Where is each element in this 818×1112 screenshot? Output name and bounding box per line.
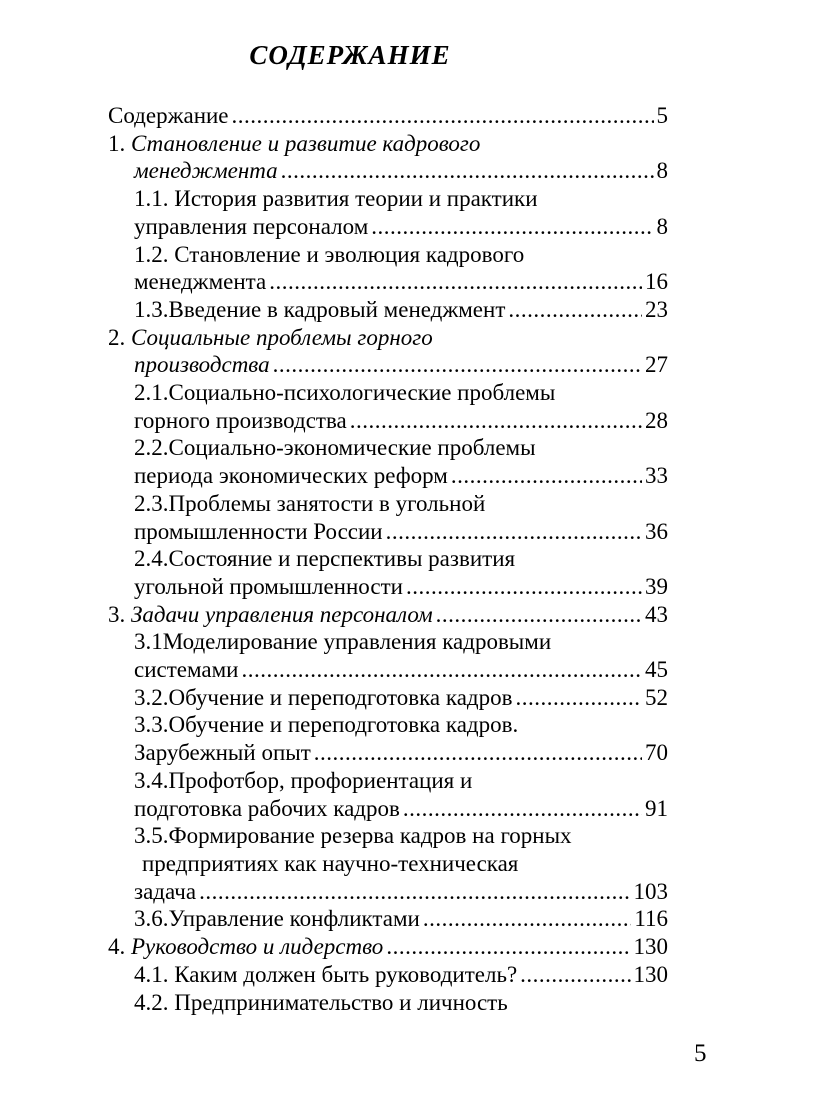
toc-entry-3 [108, 601, 668, 629]
dot-leader [386, 933, 630, 961]
toc-entry-title-cont: управления персоналом [134, 213, 369, 239]
toc-entry-title-cont: Зарубежный опыт [134, 740, 311, 766]
toc-entry-contents [108, 102, 668, 130]
toc-page-number: 16 [645, 269, 668, 295]
toc-entry-2 [108, 324, 668, 379]
dot-leader [406, 573, 642, 601]
toc-entry-title: 3.1Моделирование управления кадровыми [134, 629, 552, 655]
toc-entry-3-6 [108, 905, 668, 933]
dot-leader [423, 905, 632, 933]
toc-entry-1-3 [108, 296, 668, 324]
toc-page-number: 45 [645, 657, 668, 683]
toc-page-number: 116 [634, 906, 668, 932]
toc-page-number: 33 [645, 463, 668, 489]
toc-entry-title-cont: угольной промышленности [134, 573, 403, 599]
toc-page-number: 28 [645, 407, 668, 433]
toc-entry-title: 3.6.Управление конфликтами [134, 906, 420, 932]
toc-page-number: 130 [633, 961, 668, 987]
toc-entry-title-cont: предприятиях как научно-техническая [142, 850, 519, 876]
toc-entry-title: 3.4.Профотбор, профориентация и [134, 767, 473, 793]
toc-entry-3-4 [108, 767, 668, 822]
toc-entry-title: 3.2.Обучение и переподготовка кадров [134, 684, 513, 710]
toc-page-number: 103 [633, 878, 668, 904]
dot-leader [281, 157, 654, 185]
toc-chapter-number: 2. [108, 324, 126, 350]
toc-chapter-number: 3. [108, 601, 126, 627]
toc-entry-title-cont: горного производства [134, 407, 347, 433]
dot-leader [515, 684, 642, 712]
toc-chapter-number: 4. [108, 934, 126, 960]
toc-entry-title: 3.5.Формирование резерва кадров на горных [134, 823, 572, 849]
toc-entry-title-cont: промышленности России [134, 518, 383, 544]
toc-entry-title-cont: задача [134, 878, 197, 904]
toc-entry-title: 3.3.Обучение и переподготовка кадров. [134, 712, 519, 738]
table-of-contents [108, 102, 668, 1016]
toc-page-number: 8 [656, 213, 668, 239]
dot-leader [436, 601, 642, 629]
toc-entry-title-cont: подготовка рабочих кадров [134, 795, 400, 821]
toc-entry-3-2 [108, 684, 668, 712]
toc-page-number: 43 [645, 601, 668, 627]
dot-leader [232, 102, 654, 130]
dot-leader [508, 296, 642, 324]
dot-leader [314, 739, 642, 767]
toc-page-number: 8 [656, 158, 668, 184]
toc-entry-title: 2.1.Социально-психологические проблемы [134, 380, 556, 406]
toc-page-number: 52 [645, 684, 668, 710]
toc-entry-title: 2.4.Состояние и перспективы развития [134, 546, 516, 572]
toc-entry-title-cont: менеджмента [134, 269, 267, 295]
toc-entry-title-cont: периода экономических реформ [134, 463, 448, 489]
toc-entry-1-1 [108, 185, 668, 240]
toc-page-number: 91 [645, 795, 668, 821]
toc-chapter-number: 1. [108, 130, 126, 156]
dot-leader [451, 462, 642, 490]
toc-entry-2-3 [108, 490, 668, 545]
toc-entry-3-1 [108, 628, 668, 683]
toc-page-number: 70 [645, 740, 668, 766]
toc-entry-2-1 [108, 379, 668, 434]
toc-page-number: 39 [645, 573, 668, 599]
toc-page-number: 27 [645, 352, 668, 378]
toc-entry-title: Задачи управления персоналом [131, 601, 433, 627]
toc-entry-2-4 [108, 545, 668, 600]
toc-entry-title-cont: производства [134, 352, 270, 378]
toc-entry-title: Социальные проблемы горного [131, 324, 433, 350]
toc-entry-title-cont: менеджмента [134, 158, 278, 184]
page-number: 5 [694, 1040, 707, 1067]
dot-leader [350, 407, 642, 435]
toc-entry-1-2 [108, 241, 668, 296]
dot-leader [386, 518, 642, 546]
toc-entry-4-1 [108, 961, 668, 989]
toc-entry-title: Становление и развитие кадрового [131, 130, 481, 156]
toc-entry-title: 4.1. Каким должен быть руководитель? [134, 961, 518, 987]
dot-leader [520, 961, 630, 989]
dot-leader [403, 795, 642, 823]
dot-leader [371, 213, 653, 241]
toc-entry-title: 2.3.Проблемы занятости в угольной [134, 490, 486, 516]
toc-entry-title: 1.3.Введение в кадровый менеджмент [134, 296, 506, 322]
toc-entry-title: 1.1. История развития теории и практики [134, 186, 538, 212]
toc-entry-3-5 [108, 822, 668, 905]
toc-entry-4 [108, 933, 668, 961]
toc-entry-title: 2.2.Социально-экономические проблемы [134, 435, 536, 461]
toc-entry-title: Руководство и лидерство [131, 934, 384, 960]
toc-page-number: 5 [656, 103, 668, 128]
dot-leader [199, 878, 630, 906]
toc-entry-3-3 [108, 711, 668, 766]
toc-entry-4-2 [108, 989, 668, 1017]
toc-page-number: 23 [645, 296, 668, 322]
toc-entry-title: 4.2. Предпринимательство и личность [134, 989, 508, 1015]
toc-entry-1 [108, 130, 668, 185]
toc-page-number: 130 [633, 934, 668, 960]
page-title: СОДЕРЖАНИЕ [249, 40, 451, 70]
dot-leader [269, 268, 642, 296]
toc-entry-title: 1.2. Становление и эволюция кадрового [134, 241, 525, 267]
toc-entry-title-cont: системами [134, 657, 239, 683]
toc-entry-2-2 [108, 434, 668, 489]
dot-leader [241, 656, 642, 684]
dot-leader [273, 351, 642, 379]
toc-entry-title: Содержание [108, 103, 229, 128]
toc-page-number: 36 [645, 518, 668, 544]
